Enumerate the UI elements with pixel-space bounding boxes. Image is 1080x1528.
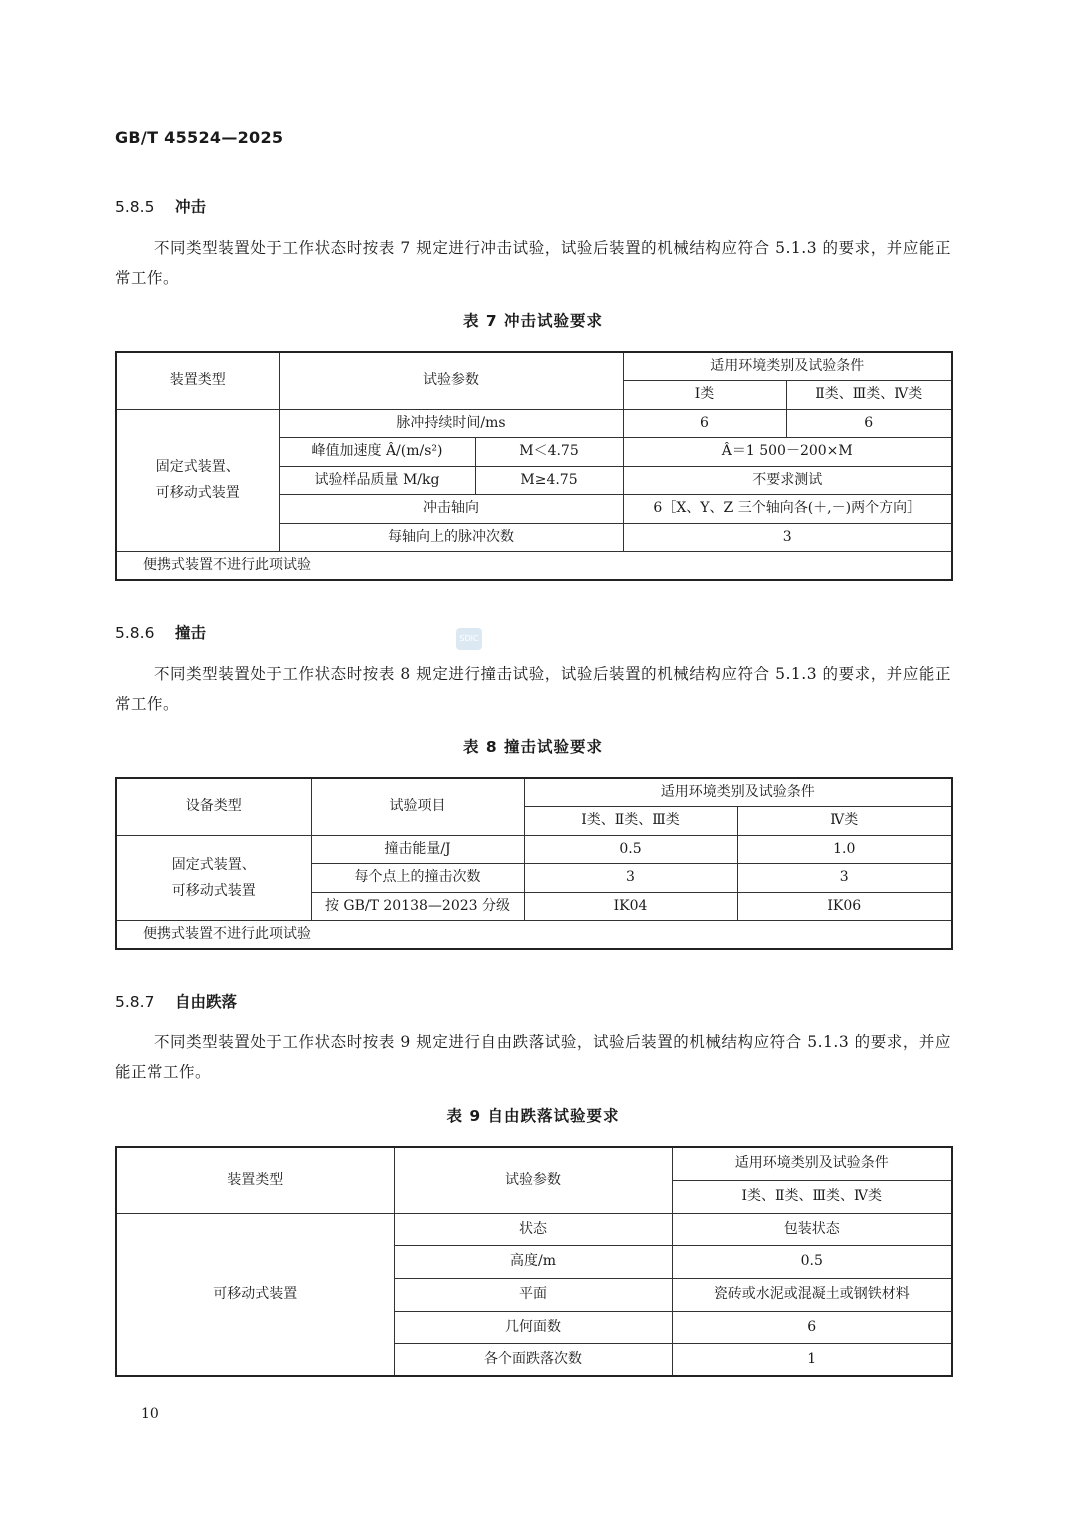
table-cell: M＜4.75 bbox=[475, 437, 623, 466]
table-cell: 状态 bbox=[394, 1213, 672, 1245]
table-7-impact bbox=[115, 351, 953, 581]
header-test-item: 试验项目 bbox=[311, 778, 524, 835]
table-cell: 1.0 bbox=[737, 835, 952, 863]
section-title: 撞击 bbox=[175, 624, 207, 642]
device-type-cell: 固定式装置、 可移动式装置 bbox=[116, 835, 311, 920]
section-title: 自由跌落 bbox=[175, 993, 238, 1011]
table-cell: 每个点上的撞击次数 bbox=[311, 863, 524, 892]
table-cell: 3 bbox=[623, 523, 952, 551]
table-cell: 6 bbox=[623, 409, 786, 437]
table-cell: M≥4.75 bbox=[475, 466, 623, 494]
table-cell: 高度/m bbox=[394, 1245, 672, 1278]
table-cell: 0.5 bbox=[672, 1245, 952, 1278]
table-7-caption: 表 7 冲击试验要求 bbox=[462, 312, 604, 330]
table-cell: 平面 bbox=[394, 1278, 672, 1311]
header-device-type: 装置类型 bbox=[116, 1147, 394, 1213]
watermark-logo: SDIC bbox=[456, 628, 482, 650]
header-equipment-type: 设备类型 bbox=[116, 778, 311, 835]
table-cell: 各个面跌落次数 bbox=[394, 1343, 672, 1376]
table-cell: 撞击能量/J bbox=[311, 835, 524, 863]
section-number: 5.8.7 bbox=[115, 993, 155, 1011]
page-number: 10 bbox=[141, 1406, 159, 1422]
header-test-parameter: 试验参数 bbox=[394, 1147, 672, 1213]
header-test-parameter: 试验参数 bbox=[279, 352, 623, 409]
table-cell: IK04 bbox=[524, 892, 737, 920]
header-class-1-2-3: Ⅰ类、Ⅱ类、Ⅲ类 bbox=[524, 806, 737, 835]
table-cell: 瓷砖或水泥或混凝土或钢铁材料 bbox=[672, 1278, 952, 1311]
section-number: 5.8.5 bbox=[115, 198, 155, 216]
table-cell: 试验样品质量 M/kg bbox=[279, 466, 475, 494]
table-cell: 按 GB/T 20138—2023 分级 bbox=[311, 892, 524, 920]
table-cell: 几何面数 bbox=[394, 1311, 672, 1343]
paragraph-collision: 不同类型装置处于工作状态时按表 8 规定进行撞击试验，试验后装置的机械结构应符合 5.1.3 的要求，并应能正常工作。 bbox=[115, 665, 951, 713]
section-heading-5-8-5 bbox=[115, 195, 206, 217]
header-environment: 适用环境类别及试验条件 bbox=[672, 1147, 952, 1180]
section-number: 5.8.6 bbox=[115, 624, 155, 642]
table-cell: 不要求测试 bbox=[623, 466, 952, 494]
header-class-2-3-4: Ⅱ类、Ⅲ类、Ⅳ类 bbox=[786, 380, 952, 409]
table-cell: 6［X、Y、Z 三个轴向各(＋,－)两个方向］ bbox=[623, 494, 952, 523]
header-class-1: Ⅰ类 bbox=[623, 380, 786, 409]
section-title: 冲击 bbox=[175, 198, 207, 216]
standard-code: GB/T 45524—2025 bbox=[115, 128, 284, 147]
table-cell: 3 bbox=[737, 863, 952, 892]
table-8-caption: 表 8 撞击试验要求 bbox=[462, 738, 604, 756]
table-9-caption: 表 9 自由跌落试验要求 bbox=[446, 1107, 620, 1125]
table-8-collision bbox=[115, 777, 953, 950]
table-note: 便携式装置不进行此项试验 bbox=[116, 551, 952, 580]
section-heading-5-8-6 bbox=[115, 621, 206, 643]
table-cell: 包装状态 bbox=[672, 1213, 952, 1245]
header-device-type: 装置类型 bbox=[116, 352, 279, 409]
table-cell: 脉冲持续时间/ms bbox=[279, 409, 623, 437]
table-cell: IK06 bbox=[737, 892, 952, 920]
table-cell: 0.5 bbox=[524, 835, 737, 863]
table-cell: 峰值加速度 Â/(m/s²) bbox=[279, 437, 475, 466]
device-type-cell: 可移动式装置 bbox=[116, 1213, 394, 1376]
table-cell: 冲击轴向 bbox=[279, 494, 623, 523]
table-cell: Â＝1 500－200×M bbox=[623, 437, 952, 466]
paragraph-impact: 不同类型装置处于工作状态时按表 7 规定进行冲击试验，试验后装置的机械结构应符合 5.1.3 的要求，并应能正常工作。 bbox=[115, 239, 951, 287]
paragraph-free-fall: 不同类型装置处于工作状态时按表 9 规定进行自由跌落试验，试验后装置的机械结构应符合 5.1.3 的要求，并应能正常工作。 bbox=[115, 1033, 951, 1081]
table-cell: 1 bbox=[672, 1343, 952, 1376]
table-note: 便携式装置不进行此项试验 bbox=[116, 920, 952, 949]
header-class-4: Ⅳ类 bbox=[737, 806, 952, 835]
table-cell: 每轴向上的脉冲次数 bbox=[279, 523, 623, 551]
table-cell: 3 bbox=[524, 863, 737, 892]
device-type-cell: 固定式装置、 可移动式装置 bbox=[116, 409, 279, 551]
table-cell: 6 bbox=[786, 409, 952, 437]
table-9-free-fall bbox=[115, 1146, 953, 1377]
header-class-all: Ⅰ类、Ⅱ类、Ⅲ类、Ⅳ类 bbox=[672, 1180, 952, 1213]
section-heading-5-8-7 bbox=[115, 990, 237, 1012]
header-environment: 适用环境类别及试验条件 bbox=[524, 778, 952, 806]
table-cell: 6 bbox=[672, 1311, 952, 1343]
header-environment: 适用环境类别及试验条件 bbox=[623, 352, 952, 380]
